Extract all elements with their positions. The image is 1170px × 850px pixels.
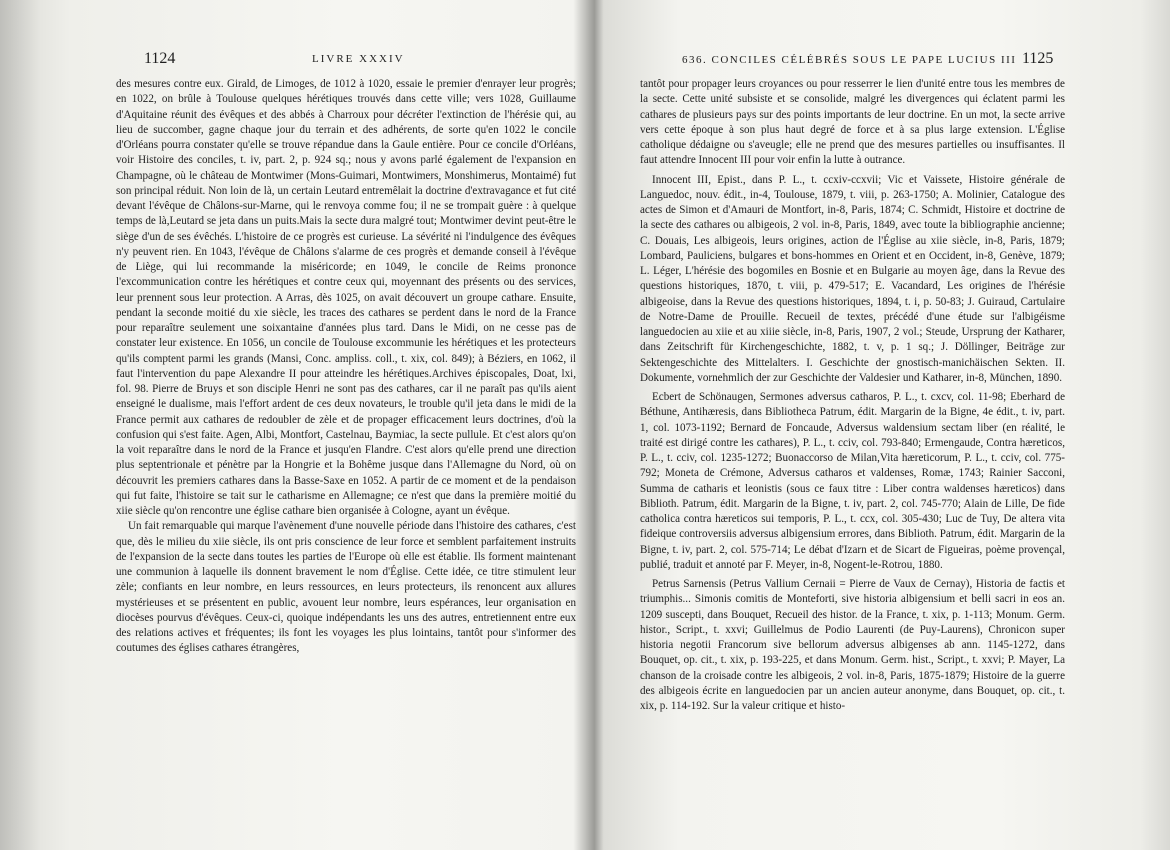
paragraph: des mesures contre eux. Girald, de Limoges, de 1012 à 1020, essaie le premier d'enrayer leur progrès; en 1022, on brûle à Toulouse quelques hérétiques trouvés dans cette ville; vers 1028, Guillaume d'Aquitaine réunit des évêques et des abbés à Charroux pour décréter l'extinction de l'hérésie qui, au lieu de succomber, gagne chaque jour du terrain et des adhérents, de sorte qu'en 1022 le concile d'Orléans pourra constater qu'elle se trouve répandue dans la Gaule entière. Pour ce concile d'Orléans, voir Histoire des conciles, t. iv, part. 2, p. 924 sq.; nous y avons parlé également de l'expansion en Champagne, où le château de Montwimer (Mons-Guimari, Montwimers, Monshimerus, Montaimé) fut son principal réduit. Non loin de là, un certain Leutard entremêlait la doctrine d'extravagance et fut cité devant l'évêque de Châlons-sur-Marne, qui le renvoya comme fou; il ne se trompait guère : à quelque temps de là,Leutard se jeta dans un puits.Mais la secte dura malgré tout; Montwimer devint peut-être le siège d'un de ses évêchés. L'histoire de ce progrès est curieuse. La sévérité ni l'indulgence des évêques n'y peuvent rien. En 1043, l'évêque de Châlons s'alarme de ces progrès et demande conseil à l'évêque de Liège, qui lui recommande la miséricorde; en 1049, le concile de Reims prononce l'excommunication contre les hérétiques et contre ceux qui, moyennant des présents ou des services, leur prennent sous leur protection. A Arras, dès 1025, on avait découvert un groupe cathare. Ensuite, pendant la seconde moitié du xie siècle, les traces des cathares se perdent dans le nord de la France pour reparaître seulement une soixantaine d'années plus tard. Dans le Midi, on ne cesse pas de constater leur existence. En 1056, un concile de Toulouse excommunie les hérétiques et les protecteurs qu'ils comptent parmi les grands (Mansi, Conc. ampliss. coll., t. xix, col. 849); à Béziers, en 1062, il faut l'intervention du pape Alexandre II pour atteindre les hérétiques.Archives épiscopales, Doat, lxi, fol. 98. Pierre de Bruys et son disciple Henri ne sont pas des cathares, car il ne paraît pas qu'ils aient enseigné le dualisme, mais l'effort ardent de ces deux novateurs, le trouble qu'il jeta dans le midi de la France permit aux cathares de redoubler de zèle et de propager efficacement leurs doctrines, d'où la confusion qui s'est faite. Agen, Albi, Montfort, Castelnau, Baymiac, la secte pullule. Et c'est alors qu'on la voit reparaître dans le nord de la France et jusqu'en Flandre. C'est alors qu'elle prend une direction plus septentrionale et pénètre par la Hongrie et la Bohême jusque dans l'Allemagne du Nord, où on découvrit les premiers cathares dans la Basse-Saxe en 1052. A partir de ce moment et de la pendaison qui fut faite, l'histoire se tait sur le catharisme en Allemagne; ce n'est que dans la première moitié du xiie siècle qu'on rencontre une église cathare bien organisée à Cologne, ayant un évêque. xyxy=(116,78,576,517)
paragraph: tantôt pour propager leurs croyances ou pour resserrer le lien d'unité entre tous les membres de la secte. Cette unité subsiste et se consolide, malgré les divergences qui éclatent parmi les cathares de plusieurs pays sur des points importants de leur doctrine. En un mot, la secte arrive vers cette époque à son plus haut degré de force et à sa plus large extension. L'Église catholique dédaigne ou s'aveugle; elle ne prend que des mesures partielles ou insuffisantes. Il faut attendre Innocent III pour voir enfin la lutte à outrance. xyxy=(640,78,1065,167)
right-page-number: 1125 xyxy=(1022,50,1054,67)
left-page-number: 1124 xyxy=(144,50,176,67)
left-running-title: LIVRE XXXIV xyxy=(312,53,405,65)
paragraph: Un fait remarquable qui marque l'avènement d'une nouvelle période dans l'histoire des cathares, c'est que, dès le milieu du xiie siècle, ils ont pris conscience de leur force et semblent parfaitement instruits de l'expansion de la secte dans toutes les parties de l'Europe où elle est établie. Ils forment maintenant une communion à laquelle ils donnent bravement le nom d'Église. Cette idée, ce titre stimulent leur zèle; confiants en leur nombre, en leurs ressources, en leurs protecteurs, ils renoncent aux allures mystérieuses et se présentent en public, avouent leur nombre, leurs espérances, leur organisation en diocèses pourvus d'évêques. Ceux-ci, quoique indépendants les uns des autres, entretiennent entre eux des relations actives et fréquentes; ils font les voyages les plus lointains, tantôt pour s'informer des coutumes des églises cathares étrangères, xyxy=(116,520,576,655)
right-body-text xyxy=(640,77,1065,714)
bibliography-paragraph: Innocent III, Epist., dans P. L., t. ccxiv-ccxvii; Vic et Vaissete, Histoire générale de Languedoc, nouv. édit., in-4, Toulouse, 1879, t. viii, p. 263-1750; A. Molinier, Catalogue des actes de Simon et d'Amauri de Montfort, in-8, Paris, 1874; C. Schmidt, Histoire et doctrine de la secte des cathares ou albigeois, 2 vol. in-8, Paris, 1849, avec toute la bibliographie ancienne; C. Douais, Les albigeois, leurs origines, action de l'Église au xiie siècle, in-8, Paris, 1879; Lombard, Pauliciens, bulgares et bons-hommes en Orient et en Occident, in-8, Genève, 1879; L. Léger, L'hérésie des bogomiles en Bosnie et en Bulgarie au moyen âge, dans la Revue des questions historiques, 1870, t. viii, p. 479-517; E. Vacandard, Les origines de l'hérésie albigeoise, dans la Revue des questions historiques, 1894, t. i, p. 50-83; J. Guiraud, Cartulaire de Notre-Dame de Prouille. Recueil de textes, précédé d'une étude sur l'albigéisme languedocien au xiie et au xiiie siècle, in-8, Paris, 1907, 2 vol.; Steude, Ursprung der Katharer, dans Zeitschrift für Kirchengeschichte, 1882, t. v, p. 1 sq.; J. Döllinger, Beiträge zur Sektengeschichte des Mittelalters. I. Geschichte der gnostisch-manichäischen Sekten. II. Dokumente, vornehmlich der zur Geschichte der Valdesier und Katharer, in-8, München, 1890. xyxy=(640,173,1065,384)
bibliography-paragraph: Ecbert de Schönaugen, Sermones adversus catharos, P. L., t. cxcv, col. 11-98; Eberhard de Béthune, Antihæresis, dans Bibliotheca Patrum, édit. Margarin de la Bigne, 4e édit., t. iv, part. 1, col. 1073-1192; Bernard de Foncaude, Adversus waldensium sectam liber (en réalité, le traité est dirigé contre les cathares), P. L., t. cciv, col. 793-840; Ermengaude, Contra hæreticos, P. L., t. cciv, col. 1235-1272; Buonaccorso de Milan,Vita hæreticorum, P. L., t. cciv, col. 775-792; Moneta de Crémone, Adversus catharos et valdenses, Romæ, 1743; Rainier Sacconi, Summa de catharis et leonistis (sous ce faux titre : Liber contra waldenses hæreticos) dans Biblioth. Patrum, édit. Margarin de la Bigne, t. iv, part. 2, col. 745-770; Alain de Lille, De fide catholica contra hæreticos sui temporis, P. L., t. ccx, col. 305-430; Luc de Tuy, De altera vita fideique controversiis adversus albigensium errores, dans Biblioth. Patrum, édit. Margarin de la Bigne, t. iv, part. 2, col. 575-714; Le débat d'Izarn et de Sicart de Figueiras, poème provençal, publié, traduit et annoté par F. Meyer, in-8, Nogent-le-Rotrou, 1880. xyxy=(640,391,1065,571)
right-page xyxy=(596,0,1170,850)
bibliography-paragraph: Petrus Sarnensis (Petrus Vallium Cernaii = Pierre de Vaux de Cernay), Historia de factis et triumphis... Simonis comitis de Monteforti, sive historia albigensium et belli sacri in eos an. 1209 suscepti, dans Bouquet, Recueil des histor. de la France, t. xix, p. 1-113; Monum. Germ. histor., Script., t. xxvi; Guillelmus de Podio Laurenti (de Puy-Laurens), Chronicon super historia negotii Francorum sive bellorum adversus albigenses ab ann. 1145-1272, dans Bouquet, op. cit., t. xix, p. 193-225, et dans Monum. Germ. hist., Script., t. xxvi; P. Mayer, La chanson de la croisade contre les albigeois, 2 vol. in-8, Paris, 1875-1879; Histoire de la guerre des albigeois écrite en languedocien par un ancien auteur anonyme, dans Bouquet, op. cit., t. xix, p. 114-192. Sur la valeur critique et histo- xyxy=(640,578,1065,712)
left-body-text xyxy=(116,77,576,657)
right-running-title: 636. CONCILES CÉLÉBRÉS SOUS LE PAPE LUCIUS III xyxy=(682,54,1017,66)
